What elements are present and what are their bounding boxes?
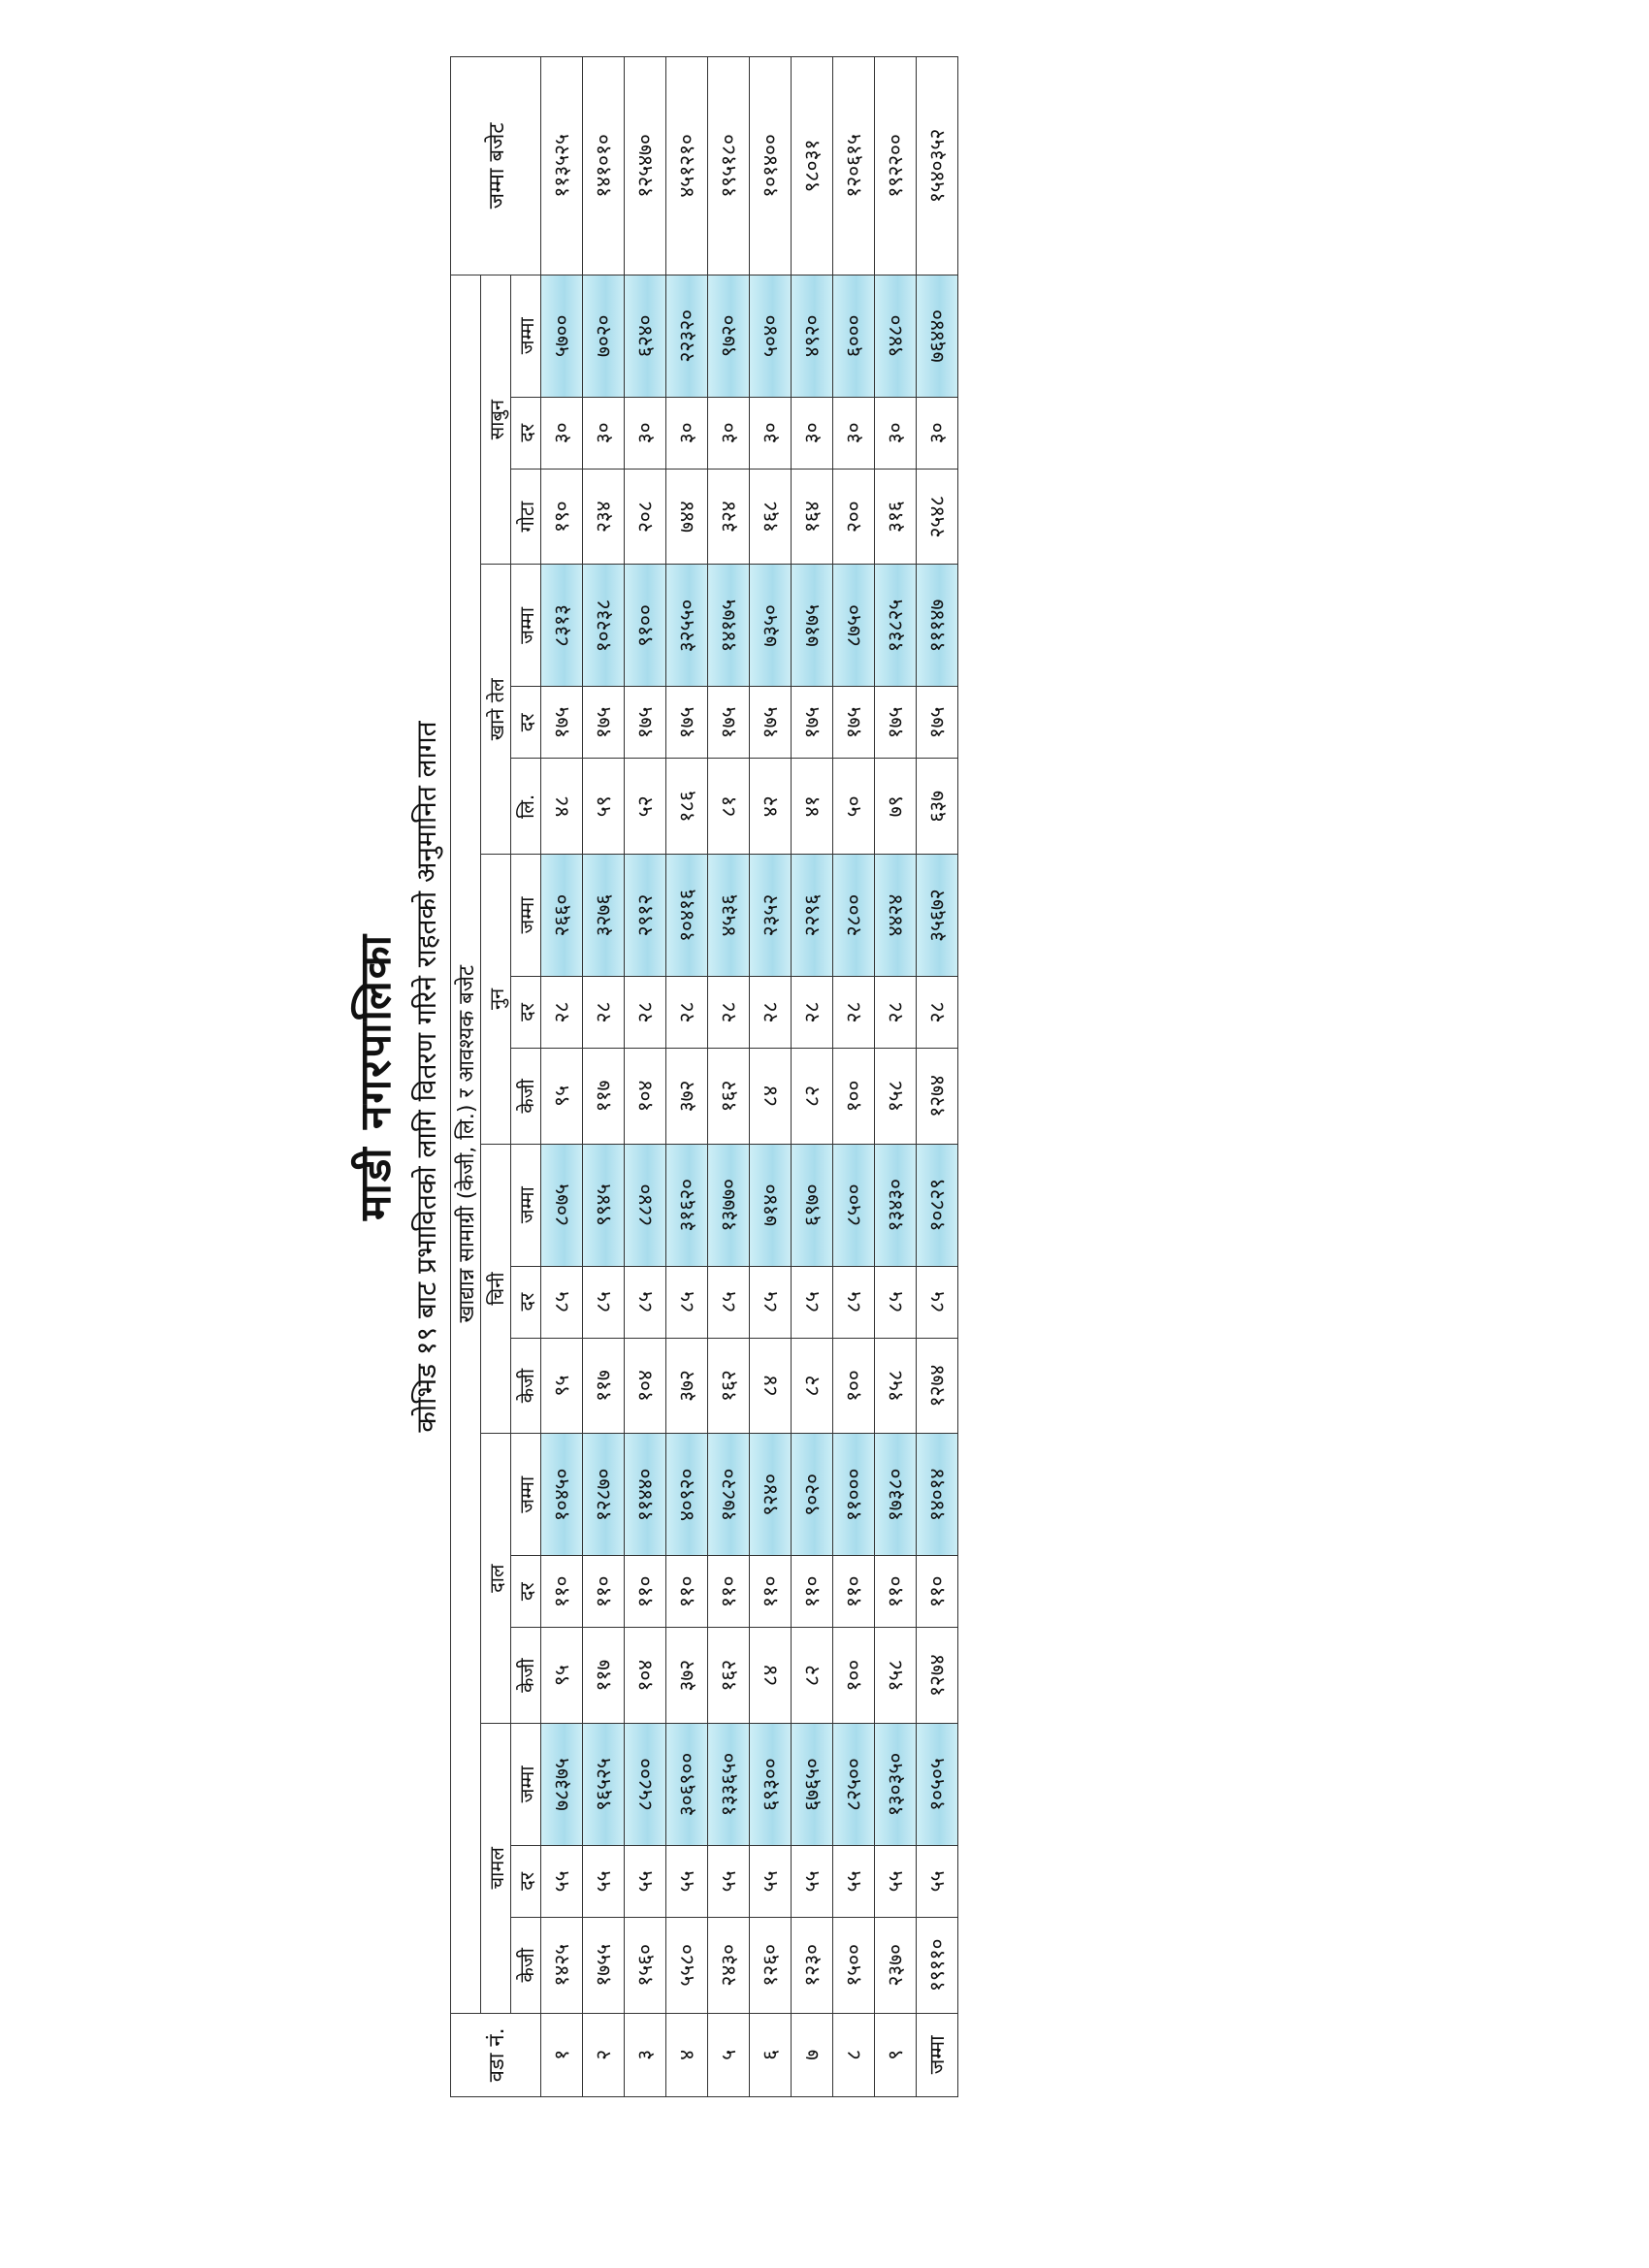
value-cell: ३०६९०० [666,1724,708,1846]
value-cell: २८ [625,977,666,1049]
value-cell: ५०४० [750,275,792,397]
value-cell: १७५ [625,687,666,759]
value-cell: ६००० [833,275,875,397]
item-sub-header: जम्मा [511,1144,541,1266]
value-cell: १७५ [583,687,625,759]
value-cell: ७४४ [666,469,708,565]
value-cell: २८ [666,977,708,1049]
value-cell: ८५ [875,1266,917,1338]
value-cell: २८०० [833,855,875,977]
value-cell: ८०७५ [541,1144,583,1266]
value-cell: ११० [875,1556,917,1628]
table-row [625,57,666,2097]
value-cell: १७५५ [583,1917,625,2013]
value-cell: २८ [833,977,875,1049]
value-cell: १६२ [708,1338,750,1434]
value-cell: १३७७० [708,1144,750,1266]
value-cell: १५६० [625,1917,666,2013]
item-sub-header: दर [511,1845,541,1917]
value-cell: १७५ [708,687,750,759]
value-cell: १०४१६ [666,855,708,977]
value-cell: ८२ [792,1338,833,1434]
value-cell: २६६० [541,855,583,977]
value-cell: ८५ [541,1266,583,1338]
item-sub-header: केजी [511,1338,541,1434]
value-cell: २९१२ [625,855,666,977]
item-sub-header: जम्मा [511,1724,541,1846]
value-cell: ७८३७५ [541,1724,583,1846]
value-cell: ११० [625,1556,666,1628]
value-cell: ९५ [541,1338,583,1434]
value-cell: ३० [750,397,792,469]
value-cell: २३४ [583,469,625,565]
value-cell: १६२ [708,1049,750,1145]
value-cell: ११७ [583,1338,625,1434]
value-cell: ८५ [666,1266,708,1338]
value-cell: ८२ [792,1049,833,1145]
ward-cell: ९ [875,2013,917,2096]
value-cell: ८५ [583,1266,625,1338]
value-cell: १४०१४ [917,1434,958,1556]
item-sub-header: केजी [511,1917,541,2013]
value-cell: ३७२ [666,1049,708,1145]
value-cell: ५५ [875,1845,917,1917]
value-cell: ९१०० [625,565,666,687]
value-cell: ११७ [583,1049,625,1145]
item-sub-header: दर [511,1266,541,1338]
value-cell: २३७० [875,1917,917,2013]
item-sub-header: दर [511,977,541,1049]
value-cell: १९० [541,469,583,565]
item-sub-header: जम्मा [511,565,541,687]
item-sub-header: केजी [511,1049,541,1145]
value-cell: ३० [833,397,875,469]
value-cell: ८५०० [833,1144,875,1266]
value-cell: ३५६७२ [917,855,958,977]
table-row [875,57,917,2097]
value-cell: १३३६५० [708,1724,750,1846]
value-cell: ४४२४ [875,855,917,977]
value-cell: ११० [792,1556,833,1628]
value-cell: १७५ [666,687,708,759]
value-cell: १७५ [750,687,792,759]
value-cell: ८५८०० [625,1724,666,1846]
value-cell: २८ [750,977,792,1049]
value-cell: २८ [792,977,833,1049]
value-cell: ५५ [541,1845,583,1917]
value-cell: ६३७ [917,759,958,855]
value-cell: १०० [833,1338,875,1434]
value-cell: ८३१३ [541,565,583,687]
table-row [750,57,792,2097]
value-cell: १०२३८ [583,565,625,687]
value-cell: १४२५ [541,1917,583,2013]
value-cell: ३० [875,397,917,469]
row-total-budget: १४१०१० [583,57,625,275]
value-cell: ११४४० [625,1434,666,1556]
value-cell: १२७४ [917,1049,958,1145]
page-subtitle: कोभिड १९ बाट प्रभावितको लागि वितरण गरिने राहतको अनुमानित लागत [410,721,442,1433]
row-total-budget: १५४०३५२ [917,57,958,275]
value-cell: ११० [833,1556,875,1628]
value-cell: ३० [541,397,583,469]
value-cell: ३० [583,397,625,469]
value-cell: ३१६ [875,469,917,565]
value-cell: ९२४० [750,1434,792,1556]
ward-cell: ६ [750,2013,792,2096]
value-cell: ५५ [708,1845,750,1917]
row-total-budget: ११३५२५ [541,57,583,275]
value-cell: ४१ [792,759,833,855]
value-cell: ६९७० [792,1144,833,1266]
value-cell: ३० [666,397,708,469]
value-cell: १२७४ [917,1628,958,1724]
value-cell: ७३५० [750,565,792,687]
budget-table [450,56,958,2097]
value-cell: १३८२५ [875,565,917,687]
value-cell: ८२ [792,1628,833,1724]
item-sub-header: दर [511,687,541,759]
value-cell: १०४५० [541,1434,583,1556]
value-cell: १७५ [792,687,833,759]
row-total-budget: १९५१८० [708,57,750,275]
value-cell: २३५२ [750,855,792,977]
value-cell: १५८ [875,1338,917,1434]
value-cell: १२३० [792,1917,833,2013]
value-cell: १५०० [833,1917,875,2013]
value-cell: १२७४ [917,1338,958,1434]
value-cell: ५५ [792,1845,833,1917]
ward-cell: ५ [708,2013,750,2096]
value-cell: ८४ [750,1338,792,1434]
value-cell: २०० [833,469,875,565]
value-cell: ८४ [750,1628,792,1724]
ward-cell: ४ [666,2013,708,2096]
value-cell: १०० [833,1049,875,1145]
table-row [708,57,750,2097]
value-cell: ८८४० [625,1144,666,1266]
row-total-budget: १२०६१५ [833,57,875,275]
value-cell: १०८२९ [917,1144,958,1266]
table-row [541,57,583,2097]
ward-header: वडा नं. [451,2013,541,2096]
value-cell: ९५ [541,1049,583,1145]
item-group-header: नुन [481,855,511,1145]
row-total-budget: १०१४०० [750,57,792,275]
item-sub-header: दर [511,1556,541,1628]
value-cell: १८६ [666,759,708,855]
value-cell: १६२ [708,1628,750,1724]
item-group-header: दाल [481,1434,511,1724]
value-cell: ५५८० [666,1917,708,2013]
value-cell: ८४ [750,1049,792,1145]
value-cell: १०४ [625,1628,666,1724]
value-cell: ६९३०० [750,1724,792,1846]
value-cell: ५९ [583,759,625,855]
value-cell: १०५०५ [917,1724,958,1846]
total-budget-header: जम्मा बजेट [451,57,541,275]
item-sub-header: जम्मा [511,1434,541,1556]
value-cell: ९९४५ [583,1144,625,1266]
value-cell: ५२ [625,759,666,855]
value-cell: ३७२ [666,1628,708,1724]
rotated-document [291,56,949,2097]
page-title: माडी नगरपालिका [351,933,401,1220]
value-cell: २८ [708,977,750,1049]
value-cell: ९०२० [792,1434,833,1556]
value-cell: ७१४० [750,1144,792,1266]
value-cell: १०० [833,1628,875,1724]
value-cell: ७१७५ [792,565,833,687]
total-row [917,57,958,2097]
value-cell: ९७२० [708,275,750,397]
value-cell: १५८ [875,1628,917,1724]
value-cell: ५५ [583,1845,625,1917]
item-sub-header: केजी [511,1628,541,1724]
value-cell: १२८७० [583,1434,625,1556]
row-total-budget: १९२२०० [875,57,917,275]
value-cell: ३० [917,397,958,469]
value-cell: १६४ [792,469,833,565]
value-cell: ८५ [750,1266,792,1338]
row-total-budget: ९८०३१ [792,57,833,275]
value-cell: ८५ [917,1266,958,1338]
value-cell: ८२५०० [833,1724,875,1846]
table-caption: खाद्यान्न सामाग्री (केजी, लि.) र आवश्यक बजेट [451,275,481,2013]
value-cell: ४२ [750,759,792,855]
value-cell: २२९६ [792,855,833,977]
value-cell: १७३८० [875,1434,917,1556]
value-cell: ५५ [917,1845,958,1917]
table-row [792,57,833,2097]
table-row [833,57,875,2097]
value-cell: ११००० [833,1434,875,1556]
value-cell: १०४ [625,1338,666,1434]
row-total-budget: १२५४७० [625,57,666,275]
value-cell: १५८ [875,1049,917,1145]
value-cell: ६२४० [625,275,666,397]
value-cell: २८ [917,977,958,1049]
value-cell: ४९२० [792,275,833,397]
value-cell: ७०२० [583,275,625,397]
value-cell: १०४ [625,1049,666,1145]
value-cell: ११० [666,1556,708,1628]
value-cell: १२६० [750,1917,792,2013]
ward-cell: ३ [625,2013,666,2096]
value-cell: ३० [625,397,666,469]
value-cell: १७५ [875,687,917,759]
value-cell: ४०९२० [666,1434,708,1556]
value-cell: ३२७६ [583,855,625,977]
ward-cell: ८ [833,2013,875,2096]
value-cell: ११० [541,1556,583,1628]
value-cell: २८ [875,977,917,1049]
item-sub-header: जम्मा [511,855,541,977]
item-sub-header: दर [511,397,541,469]
row-total-budget: ४५१२१० [666,57,708,275]
value-cell: ३० [792,397,833,469]
value-cell: १७५ [541,687,583,759]
value-cell: ६७६५० [792,1724,833,1846]
value-cell: १७५ [833,687,875,759]
value-cell: ८५ [708,1266,750,1338]
value-cell: १३०३५० [875,1724,917,1846]
item-sub-header: जम्मा [511,275,541,397]
value-cell: ११० [708,1556,750,1628]
value-cell: १४१७५ [708,565,750,687]
ward-cell: ७ [792,2013,833,2096]
value-cell: ७९ [875,759,917,855]
value-cell: ११० [583,1556,625,1628]
value-cell: ५७०० [541,275,583,397]
value-cell: ५५ [833,1845,875,1917]
value-cell: ७६४४० [917,275,958,397]
value-cell: १६८ [750,469,792,565]
value-cell: ९६५२५ [583,1724,625,1846]
item-group-header: चिनी [481,1144,511,1434]
item-group-header: साबुन [481,275,511,565]
value-cell: ५५ [625,1845,666,1917]
value-cell: ३२५५० [666,565,708,687]
value-cell: ५५ [750,1845,792,1917]
value-cell: २८ [541,977,583,1049]
value-cell: ८७५० [833,565,875,687]
ward-cell: २ [583,2013,625,2096]
value-cell: ३१६२० [666,1144,708,1266]
total-label: जम्मा [917,2013,958,2096]
value-cell: ११० [750,1556,792,1628]
value-cell: ५५ [666,1845,708,1917]
value-cell: ५० [833,759,875,855]
value-cell: ८५ [792,1266,833,1338]
value-cell: १३४३० [875,1144,917,1266]
value-cell: ३२४ [708,469,750,565]
value-cell: २५४८ [917,469,958,565]
item-group-header: चामल [481,1724,511,2014]
value-cell: ९४८० [875,275,917,397]
value-cell: ८१ [708,759,750,855]
item-sub-header: गोटा [511,469,541,565]
value-cell: ३० [708,397,750,469]
value-cell: २८ [583,977,625,1049]
table-row [583,57,625,2097]
item-sub-header: लि. [511,759,541,855]
value-cell: ४५३६ [708,855,750,977]
value-cell: ४८ [541,759,583,855]
value-cell: ८५ [833,1266,875,1338]
value-cell: ९५ [541,1628,583,1724]
value-cell: २४३० [708,1917,750,2013]
value-cell: ३७२ [666,1338,708,1434]
value-cell: १७८२० [708,1434,750,1556]
item-group-header: खाने तेल [481,565,511,855]
value-cell: ११० [917,1556,958,1628]
value-cell: १९११० [917,1917,958,2013]
table-row [666,57,708,2097]
value-cell: ११७ [583,1628,625,1724]
ward-cell: १ [541,2013,583,2096]
value-cell: ८५ [625,1266,666,1338]
value-cell: २२३२० [666,275,708,397]
value-cell: १७५ [917,687,958,759]
value-cell: १११४७ [917,565,958,687]
value-cell: २०८ [625,469,666,565]
